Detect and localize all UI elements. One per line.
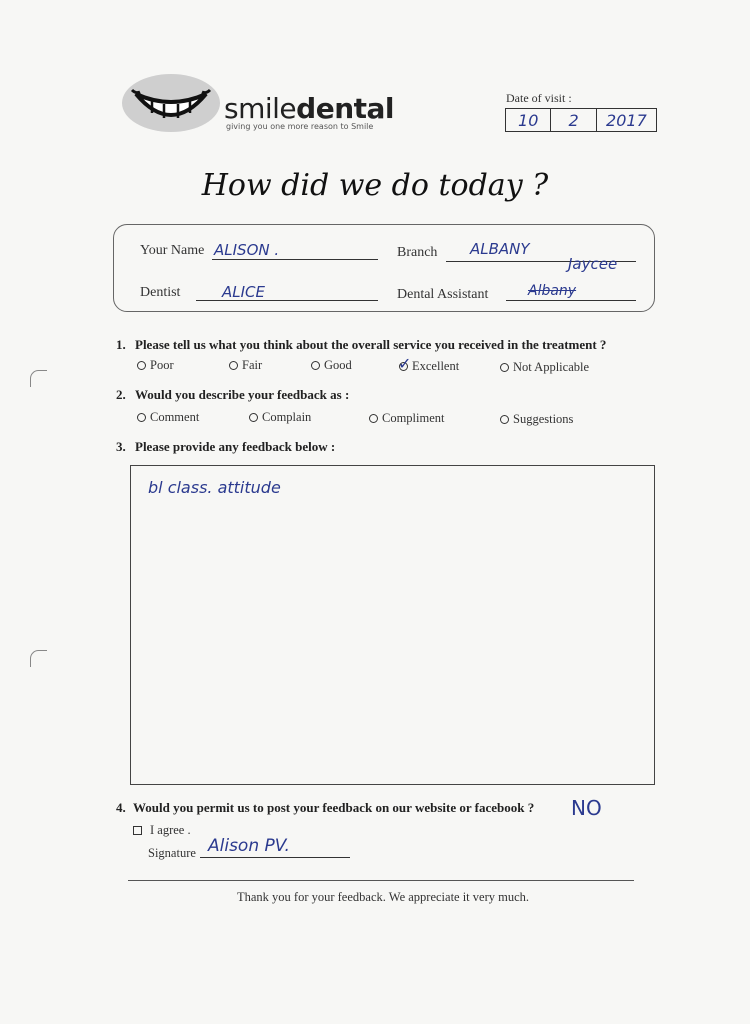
branch-value[interactable]: ALBANY (470, 240, 530, 258)
q1-number: 1. (116, 337, 126, 352)
q2-option-label: Suggestions (513, 412, 574, 426)
name-value[interactable]: ALISON . (214, 241, 280, 259)
q2-option-label: Complain (262, 410, 312, 424)
q1-option-label: Not Applicable (513, 360, 590, 374)
feedback-value: bl class. attitude (148, 478, 281, 497)
q1-option-label: Excellent (412, 359, 460, 373)
q1-option-label: Good (324, 358, 352, 372)
smile-logo (122, 74, 220, 132)
date-day: 10 (506, 109, 551, 131)
agree-label: I agree . (150, 823, 191, 837)
q2-option-label: Comment (150, 410, 200, 424)
name-label: Your Name (140, 243, 205, 258)
brand-name (224, 92, 394, 125)
signature-line (200, 857, 350, 858)
q1-text: Please tell us what you think about the overall service you received in the treatment ? (135, 337, 607, 352)
q1-option-fair[interactable] (229, 358, 262, 373)
assistant-struck-value: Albany (528, 283, 577, 299)
q1-option-label: Fair (242, 358, 263, 372)
assistant-value[interactable]: Jaycee (568, 255, 618, 273)
signature-label: Signature (148, 846, 196, 860)
q2-number: 2. (116, 387, 126, 402)
q2-option-comment[interactable] (137, 410, 199, 425)
agree-checkbox[interactable] (133, 823, 191, 838)
q2-option-complain[interactable] (249, 410, 311, 425)
q4-number: 4. (116, 800, 126, 815)
q4-text: Would you permit us to post your feedback on our website or facebook ? (133, 800, 535, 815)
brand-name-bold: dental (296, 92, 394, 125)
dentist-value[interactable]: ALICE (222, 283, 265, 301)
date-month: 2 (551, 109, 596, 131)
q2-option-suggestions[interactable] (500, 412, 573, 427)
radio-icon (500, 363, 509, 372)
checkbox-icon (133, 826, 142, 835)
q3-number: 3. (116, 439, 126, 454)
assistant-label: Dental Assistant (397, 287, 489, 302)
radio-icon (249, 413, 258, 422)
q1-option-poor[interactable] (137, 358, 174, 373)
radio-icon (229, 361, 238, 370)
feedback-textarea[interactable] (130, 465, 655, 785)
footer-thanks: Thank you for your feedback. We appreciate it very much. (236, 890, 530, 904)
q1-option-good[interactable] (311, 358, 352, 373)
checked-radio-icon (399, 362, 408, 371)
radio-icon (137, 361, 146, 370)
footer-divider (128, 880, 634, 881)
page-title: How did we do today ? (201, 168, 549, 203)
q2-option-label: Compliment (382, 411, 445, 425)
brand-tagline: giving you one more reason to Smile (226, 122, 374, 131)
radio-icon (500, 415, 509, 424)
binder-hole-top (30, 370, 47, 387)
branch-label: Branch (397, 245, 438, 260)
q1-option-excellent[interactable] (399, 359, 459, 374)
assistant-line (506, 300, 636, 301)
dentist-label: Dentist (140, 285, 181, 300)
signature-value[interactable]: Alison PV. (208, 836, 290, 856)
q4-answer[interactable]: NO (571, 796, 602, 820)
radio-icon (311, 361, 320, 370)
name-line (212, 259, 378, 260)
q2-text: Would you describe your feedback as : (135, 387, 350, 402)
q1-option-label: Poor (150, 358, 174, 372)
q3-text: Please provide any feedback below : (135, 439, 336, 454)
smile-logo-icon (122, 74, 220, 132)
radio-icon (369, 414, 378, 423)
radio-icon (137, 413, 146, 422)
q2-option-compliment[interactable] (369, 411, 445, 426)
date-box (505, 108, 657, 132)
binder-hole-bottom (30, 650, 47, 667)
q1-option-not-applicable[interactable] (500, 360, 589, 375)
date-year: 2017 (606, 110, 647, 130)
date-label: Date of visit : (506, 91, 572, 105)
brand-name-light: smile (224, 92, 297, 125)
